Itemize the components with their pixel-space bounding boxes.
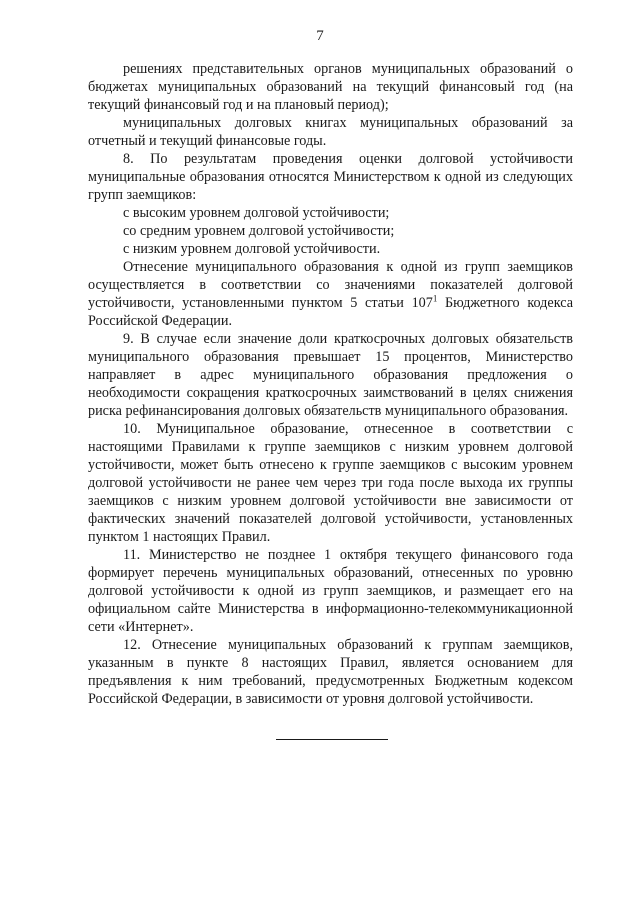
paragraph-debt-books: муниципальных долговых книгах муниципальных образований за отчетный и текущий финансовые годы. [88,115,573,149]
paragraph-item-12: 12. Отнесение муниципальных образований к группам заемщиков, указанным в пункте 8 настоящих Правил, является основанием для предъявления к ним требований, предусмотренных Бюджетным кодексом Российской Федерации, в зависимости от уровня долговой устойчивости. [88,637,573,707]
assignment-text-end: Бюджетного кодекса Российской Федерации. [88,295,573,329]
list-item-medium: со средним уровнем долговой устойчивости; [123,223,395,239]
list-item-high: с высоким уровнем долговой устойчивости; [123,205,390,221]
paragraph-item-9: 9. В случае если значение доли краткосрочных долговых обязательств муниципального образования превышает 15 процентов, Министерство направляет в адрес муниципального образования предложения о необходимости сокращения краткосрочных заимствований в целях снижения риска рефинансирования долговых обязательств муниципального образования. [88,331,573,419]
article-superscript: 1 [432,293,438,304]
paragraph-assignment [88,258,573,330]
paragraph-item-11: 11. Министерство не позднее 1 октября текущего финансового года формирует перечень муниципальных образований, отнесенных по уровню долговой устойчивости к одной из групп заемщиков, и размещает его на официальном сайте Министерства в информационно-телекоммуникационной сети «Интернет». [88,547,573,635]
assignment-text: Отнесение муниципального образования к одной из групп заемщиков осуществляется в соответствии со значениями показателей долговой устойчивости, установленными пунктом 5 статьи 107 [88,259,573,311]
paragraph-item-10: 10. Муниципальное образование, отнесенное в соответствии с настоящими Правилами к группе заемщиков с низким уровнем долговой устойчивости, может быть отнесено к группе заемщиков с высоким уровнем долговой устойчивости не ранее чем через три года после выхода их группы заемщиков с низким уровнем долговой устойчивости вне зависимости от фактических значений показателей долговой устойчивости, установленных пунктом 1 настоящих Правил. [88,421,573,545]
paragraph-item-8: 8. По результатам проведения оценки долговой устойчивости муниципальные образования относятся Министерством к одной из следующих групп заемщиков: [88,151,573,203]
page-number: 7 [316,28,324,44]
end-divider [276,739,388,740]
document-body [88,60,573,708]
list-item-low: с низким уровнем долговой устойчивости. [123,241,381,257]
paragraph-reports: решениях представительных органов муниципальных образований о бюджетах муниципальных образований на текущий финансовый год (на текущий финансовый год и на плановый период); [88,61,573,113]
